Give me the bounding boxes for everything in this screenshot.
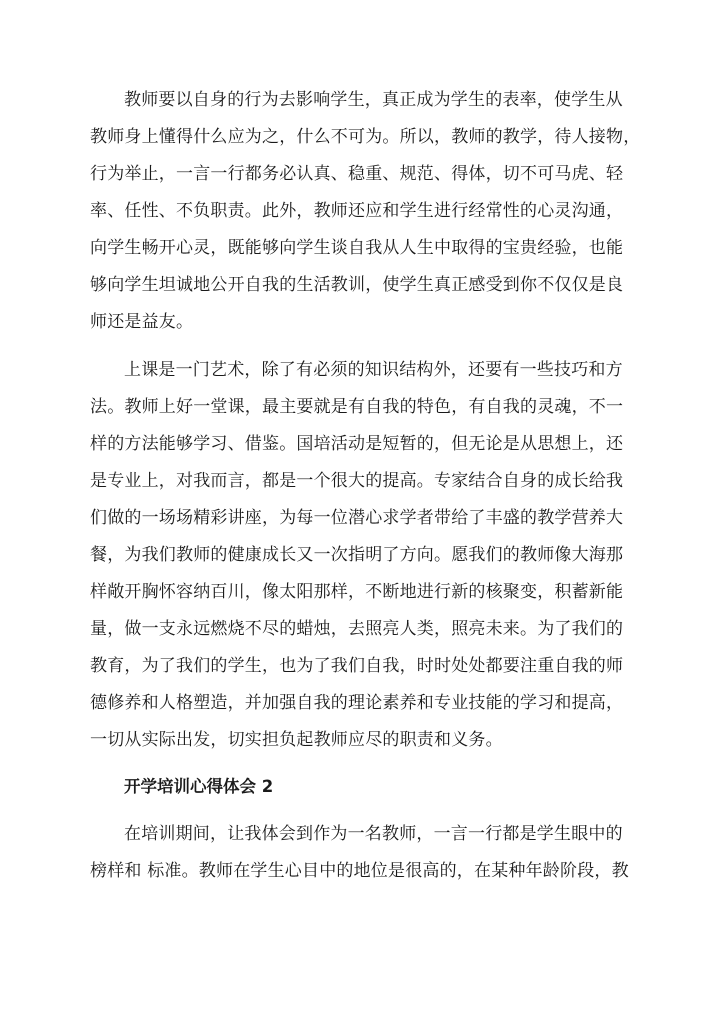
paragraph-3-line-2: 榜样和 标准。教师在学生心目中的地位是很高的，在某种年龄阶段，教 [90, 861, 629, 881]
paragraph-2-line-3: 样的方法能够学习、借鉴。国培活动是短暂的，但无论是从思想上，还 [90, 434, 624, 454]
paragraph-2-line-5: 们做的一场场精彩讲座，为每一位潜心求学者带给了丰盛的教学营养大 [90, 508, 624, 528]
paragraph-1-line-1: 教师要以自身的行为去影响学生，真正成为学生的表率，使学生从 [124, 90, 623, 110]
paragraph-3-line-1: 在培训期间，让我体会到作为一名教师，一言一行都是学生眼中的 [124, 824, 623, 844]
paragraph-1-line-4: 率、任性、不负职责。此外，教师还应和学生进行经常性的心灵沟通， [90, 201, 624, 221]
paragraph-2-line-4: 是专业上，对我而言，都是一个很大的提高。专家结合自身的成长给我 [90, 471, 624, 491]
paragraph-1-line-3: 行为举止，一言一行都务必认真、稳重、规范、得体，切不可马虎、轻 [90, 164, 624, 184]
paragraph-2-line-8: 量，做一支永远燃烧不尽的蜡烛，去照亮人类，照亮未来。为了我们的 [90, 619, 624, 639]
paragraph-2-line-7: 样敞开胸怀容纳百川，像太阳那样，不断地进行新的核聚变，积蓄新能 [90, 582, 624, 602]
paragraph-1-line-5: 向学生畅开心灵，既能够向学生谈自我从人生中取得的宝贵经验，也能 [90, 238, 624, 258]
paragraph-2-line-6: 餐，为我们教师的健康成长又一次指明了方向。愿我们的教师像大海那 [90, 545, 624, 565]
paragraph-2-line-11: 一切从实际出发，切实担负起教师应尽的职责和义务。 [90, 730, 503, 750]
section-heading: 开学培训心得体会 2 [124, 777, 274, 796]
paragraph-2-line-10: 德修养和人格塑造，并加强自我的理论素养和专业技能的学习和提高， [90, 693, 624, 713]
paragraph-1-line-7: 师还是益友。 [90, 312, 194, 332]
paragraph-2-line-2: 法。教师上好一堂课，最主要就是有自我的特色，有自我的灵魂，不一 [90, 397, 624, 417]
paragraph-2-line-9: 教育，为了我们的学生，也为了我们自我，时时处处都要注重自我的师 [90, 656, 624, 676]
paragraph-1-line-6: 够向学生坦诚地公开自我的生活教训，使学生真正感受到你不仅仅是良 [90, 275, 624, 295]
paragraph-2-line-1: 上课是一门艺术，除了有必须的知识结构外，还要有一些技巧和方 [124, 360, 623, 380]
paragraph-1-line-2: 教师身上懂得什么应为之，什么不可为。所以，教师的教学，待人接物， [90, 127, 641, 147]
